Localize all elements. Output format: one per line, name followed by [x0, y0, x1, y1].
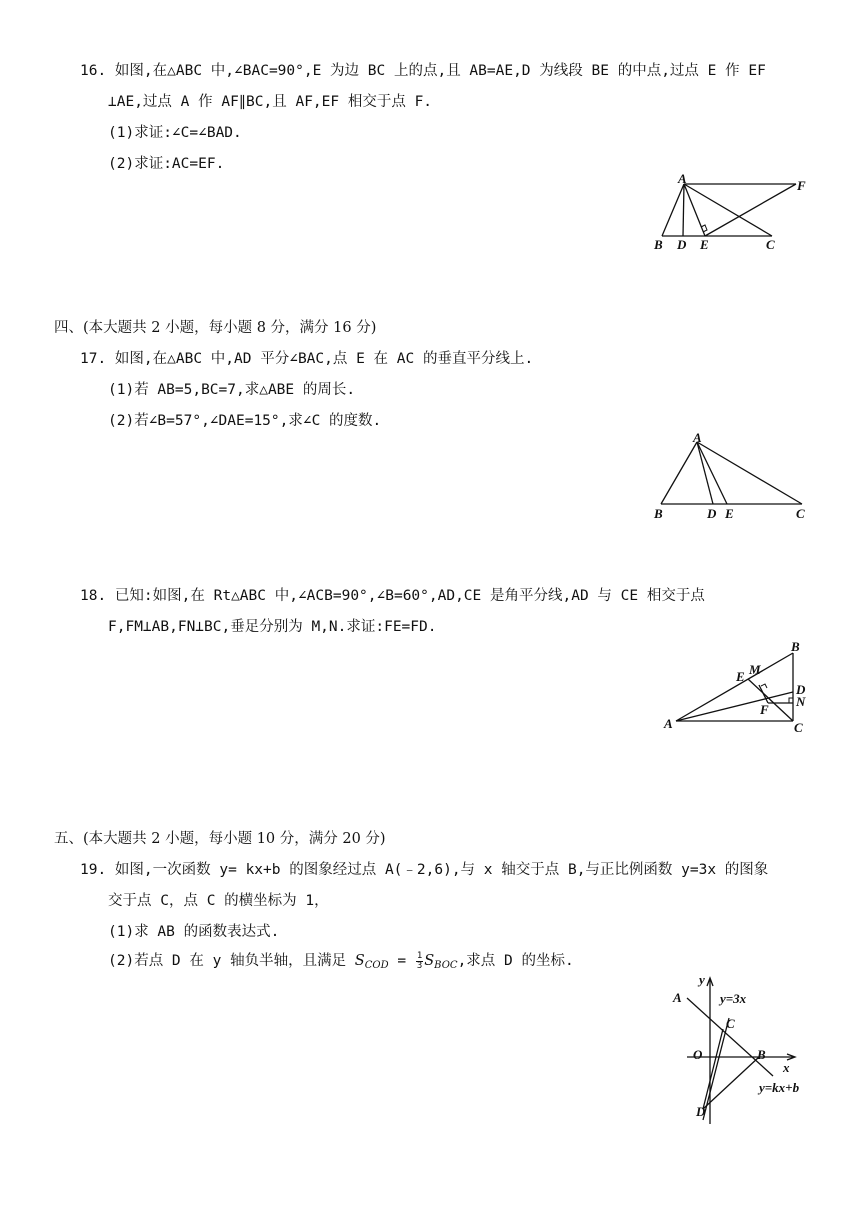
- s-boc: $S_{BOC}$: [424, 953, 458, 971]
- fraction-one-third: $\frac{1}{3}$: [416, 950, 423, 971]
- q16-part1: (1)求证:∠C=∠BAD.: [108, 125, 242, 141]
- q17-figure: [650, 428, 820, 523]
- q19-label-b: B: [757, 1047, 766, 1062]
- q19-part2: [108, 951, 574, 976]
- q18-figure: [660, 635, 820, 735]
- q19-part2-post: ,求点 D 的坐标.: [457, 953, 574, 969]
- q19-label-a: A: [673, 990, 682, 1005]
- equals-sign: =: [388, 953, 415, 969]
- q19-line1: 19. 如图,一次函数 y= kx+b 的图象经过点 A(﹣2,6),与 x 轴交于点 B,与正比例函数 y=3x 的图象: [80, 862, 769, 878]
- q17-line1: 17. 如图,在△ABC 中,AD 平分∠BAC,点 E 在 AC 的垂直平分线上.: [80, 351, 534, 367]
- section4-heading: 四、(本大题共 2 小题，每小题 8 分，满分 16 分): [54, 320, 377, 336]
- q19-label-y3x: y=3x: [720, 991, 747, 1006]
- q17-label-e: E: [725, 506, 734, 521]
- q18-label-n: N: [796, 694, 806, 709]
- q19-figure: [665, 972, 820, 1132]
- s-cod: $S_{COD}$: [354, 953, 389, 971]
- q16-figure: [650, 170, 820, 255]
- q17-part1: (1)若 AB=5,BC=7,求△ABE 的周长.: [108, 382, 356, 398]
- q16-label-f: F: [797, 178, 806, 193]
- q19-label-c: C: [726, 1016, 735, 1031]
- q19-label-y: y: [699, 972, 705, 987]
- q19-label-o: O: [693, 1047, 703, 1062]
- q17-label-a: A: [693, 430, 702, 445]
- q16-line2: ⊥AE,过点 A 作 AF∥BC,且 AF,EF 相交于点 F.: [108, 94, 433, 110]
- q18-label-f: F: [760, 702, 769, 717]
- q18-label-m: M: [749, 662, 761, 677]
- q18-line2: F,FM⊥AB,FN⊥BC,垂足分别为 M,N.求证:FE=FD.: [108, 619, 437, 635]
- q18-label-c: C: [794, 720, 803, 735]
- q18-line1: 18. 已知:如图,在 Rt△ABC 中,∠ACB=90°,∠B=60°,AD,CE 是角平分线,AD 与 CE 相交于点: [80, 588, 705, 604]
- q19-label-x: x: [783, 1060, 790, 1075]
- q19-part1: (1)求 AB 的函数表达式.: [108, 924, 280, 940]
- section5-heading: 五、(本大题共 2 小题，每小题 10 分，满分 20 分): [54, 831, 386, 847]
- q19-label-ykxb: y=kx+b: [759, 1080, 800, 1095]
- q16-label-c: C: [766, 237, 775, 252]
- q17-part2: (2)若∠B=57°,∠DAE=15°,求∠C 的度数.: [108, 413, 382, 429]
- q18-label-d: D: [796, 682, 806, 697]
- q19-label-d: D: [696, 1104, 706, 1119]
- q17-label-d: D: [707, 506, 717, 521]
- q19-line2: 交于点 C，点 C 的横坐标为 1，: [108, 893, 329, 909]
- q17-label-b: B: [654, 506, 663, 521]
- q16-label-e: E: [700, 237, 709, 252]
- q16-label-d: D: [677, 237, 687, 252]
- q16-part2: (2)求证:AC=EF.: [108, 156, 225, 172]
- q16-line1: 16. 如图,在△ABC 中,∠BAC=90°,E 为边 BC 上的点,且 AB=AE,D 为线段 BE 的中点,过点 E 作 EF: [80, 63, 766, 79]
- q18-label-e: E: [736, 669, 745, 684]
- q18-label-a: A: [664, 716, 673, 731]
- q17-label-c: C: [796, 506, 805, 521]
- q19-part2-pre: (2)若点 D 在 y 轴负半轴，且满足: [108, 953, 355, 969]
- q18-label-b: B: [791, 639, 800, 654]
- q16-label-a: A: [678, 171, 687, 186]
- q16-label-b: B: [654, 237, 663, 252]
